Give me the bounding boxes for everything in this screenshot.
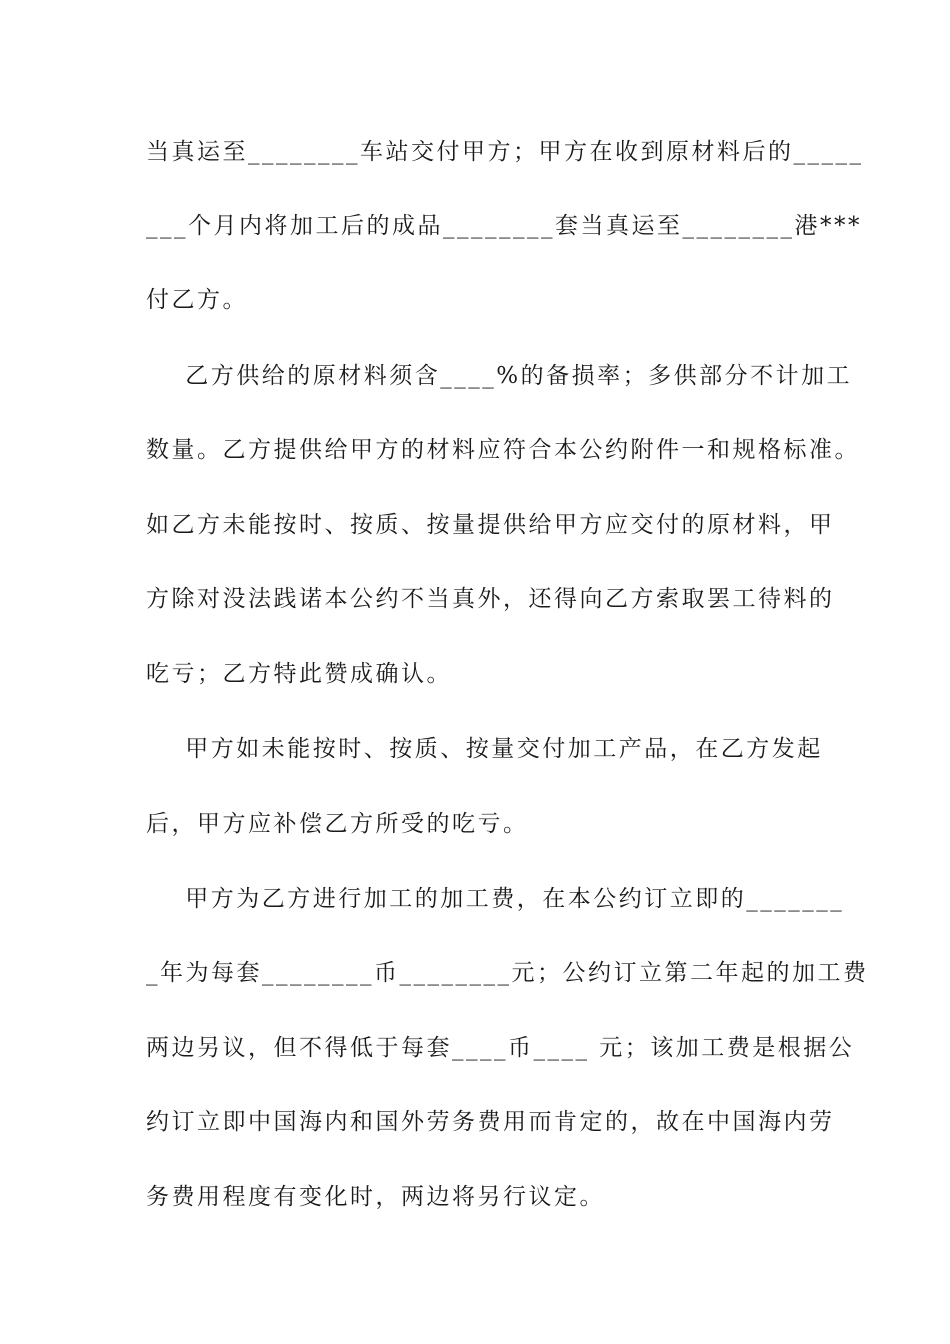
text-line: ___个月内将加工后的成品________套当真运至________港*** bbox=[146, 213, 862, 239]
text-line: 务费用程度有变化时，两边将另行议定。 bbox=[146, 1184, 605, 1210]
text-line: 两边另议，但不得低于每套____币____ 元；该加工费是根据公 bbox=[146, 1035, 855, 1061]
text-line: 甲方为乙方进行加工的加工费，在本公约订立即的_______ bbox=[146, 886, 845, 912]
text-line: 方除对没法践诺本公约不当真外，还得向乙方索取罢工待料的 bbox=[146, 586, 835, 612]
text-line: 后，甲方应补偿乙方所受的吃亏。 bbox=[146, 811, 529, 837]
text-line: 乙方供给的原材料须含____%的备损率；多供部分不计加工 bbox=[146, 363, 853, 389]
text-line: 甲方如未能按时、按质、按量交付加工产品，在乙方发起 bbox=[146, 736, 823, 762]
text-line: 吃亏；乙方特此赞成确认。 bbox=[146, 661, 452, 687]
text-line: 如乙方未能按时、按质、按量提供给甲方应交付的原材料，甲 bbox=[146, 512, 835, 538]
text-line: 当真运至________车站交付甲方；甲方在收到原材料后的_____ bbox=[146, 139, 864, 165]
text-line: 数量。乙方提供给甲方的材料应符合本公约附件一和规格标准。 bbox=[146, 437, 860, 463]
text-line: 付乙方。 bbox=[146, 287, 248, 313]
text-line: 约订立即中国海内和国外劳务费用而肯定的，故在中国海内劳 bbox=[146, 1109, 835, 1135]
text-line: _年为每套________币________元；公约订立第二年起的加工费 bbox=[146, 960, 869, 986]
